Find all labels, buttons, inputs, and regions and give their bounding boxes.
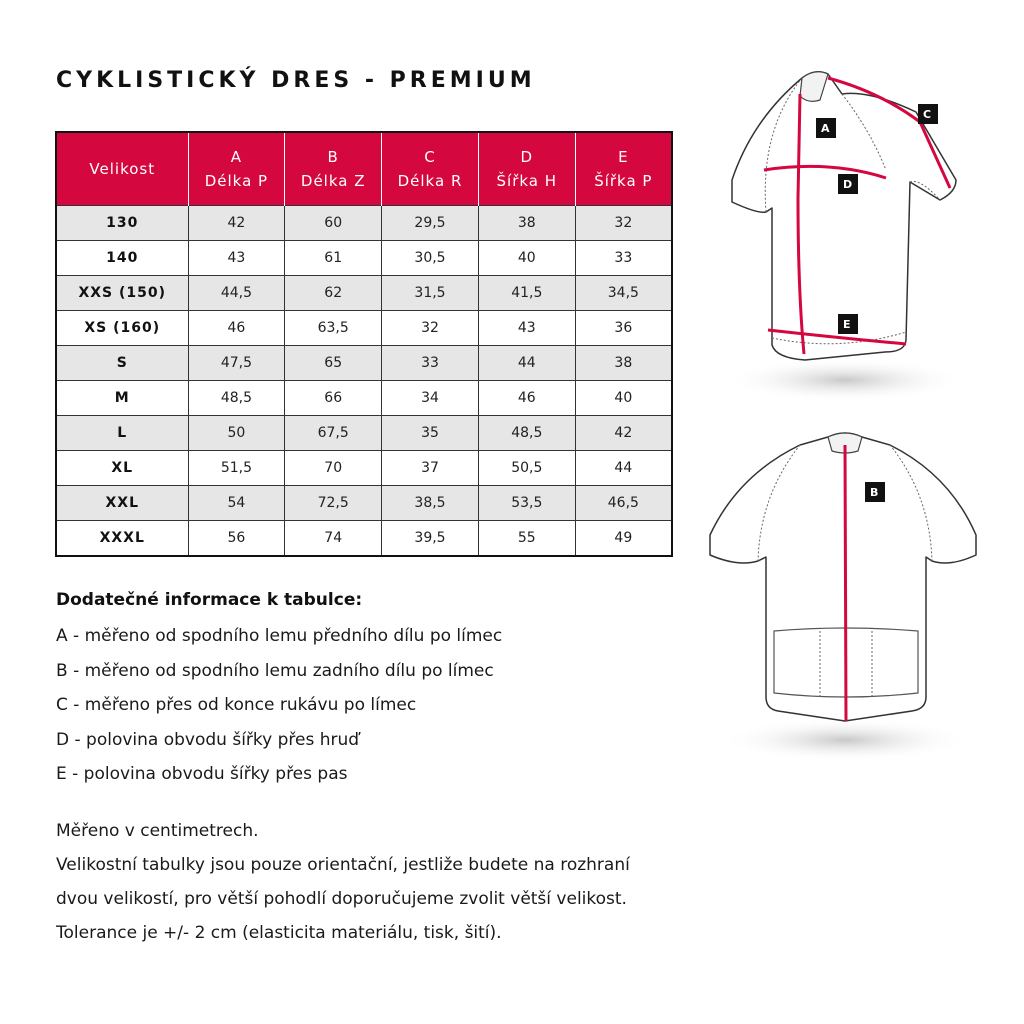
- label-b-icon: [865, 482, 885, 502]
- label-d: D: [843, 178, 853, 191]
- page-title: CYKLISTICKÝ DRES - PREMIUM: [56, 68, 536, 93]
- size-cell: XXXL: [56, 521, 188, 557]
- table-row: [56, 486, 672, 521]
- header-c: [382, 132, 479, 206]
- size-cell: XXS (150): [56, 276, 188, 311]
- table-row: [56, 451, 672, 486]
- header-letter: B: [327, 148, 339, 166]
- table-row: [56, 311, 672, 346]
- note-item: A - měřeno od spodního lemu předního dílu po límec: [56, 626, 503, 646]
- footer-notes: [56, 817, 630, 953]
- value-cell: 74: [285, 521, 382, 557]
- value-cell: 46,5: [575, 486, 672, 521]
- label-b: B: [870, 486, 879, 499]
- value-cell: 42: [188, 206, 285, 241]
- footer-line: Tolerance je +/- 2 cm (elasticita materiálu, tisk, šití).: [56, 923, 502, 943]
- footer-line: dvou velikostí, pro větší pohodlí doporučujeme zvolit větší velikost.: [56, 889, 627, 909]
- size-cell: M: [56, 381, 188, 416]
- value-cell: 30,5: [382, 241, 479, 276]
- label-c: C: [923, 108, 932, 121]
- header-label: Šířka H: [496, 172, 558, 190]
- value-cell: 38: [478, 206, 575, 241]
- back-shadow: [720, 718, 970, 762]
- header-letter: E: [618, 148, 629, 166]
- value-cell: 32: [382, 311, 479, 346]
- value-cell: 51,5: [188, 451, 285, 486]
- value-cell: 38: [575, 346, 672, 381]
- header-letter: C: [424, 148, 436, 166]
- label-a-icon: [816, 118, 836, 138]
- value-cell: 34,5: [575, 276, 672, 311]
- value-cell: 38,5: [382, 486, 479, 521]
- note-item: D - polovina obvodu šířky přes hruď: [56, 729, 360, 750]
- front-shadow: [725, 358, 965, 402]
- back-jersey-outline: [710, 433, 976, 721]
- value-cell: 72,5: [285, 486, 382, 521]
- header-b: [285, 132, 382, 206]
- value-cell: 44,5: [188, 276, 285, 311]
- value-cell: 48,5: [188, 381, 285, 416]
- value-cell: 43: [188, 241, 285, 276]
- header-label: Šířka P: [594, 172, 653, 190]
- value-cell: 39,5: [382, 521, 479, 557]
- value-cell: 62: [285, 276, 382, 311]
- value-cell: 40: [478, 241, 575, 276]
- front-jersey-diagram: [720, 60, 970, 405]
- header-label: Velikost: [89, 160, 156, 178]
- size-cell: 140: [56, 241, 188, 276]
- footer-line: Velikostní tabulky jsou pouze orientační, jestliže budete na rozhraní: [56, 855, 630, 875]
- value-cell: 70: [285, 451, 382, 486]
- value-cell: 29,5: [382, 206, 479, 241]
- value-cell: 53,5: [478, 486, 575, 521]
- value-cell: 33: [575, 241, 672, 276]
- notes-heading: Dodatečné informace k tabulce:: [56, 590, 363, 610]
- table-row: [56, 416, 672, 451]
- value-cell: 63,5: [285, 311, 382, 346]
- note-item: B - měřeno od spodního lemu zadního dílu po límec: [56, 660, 494, 681]
- label-e: E: [843, 318, 851, 331]
- value-cell: 43: [478, 311, 575, 346]
- value-cell: 49: [575, 521, 672, 557]
- value-cell: 44: [575, 451, 672, 486]
- value-cell: 46: [188, 311, 285, 346]
- value-cell: 50: [188, 416, 285, 451]
- label-e-icon: [838, 314, 858, 334]
- value-cell: 61: [285, 241, 382, 276]
- value-cell: 48,5: [478, 416, 575, 451]
- value-cell: 54: [188, 486, 285, 521]
- size-cell: XXL: [56, 486, 188, 521]
- header-d: [478, 132, 575, 206]
- value-cell: 35: [382, 416, 479, 451]
- value-cell: 67,5: [285, 416, 382, 451]
- header-letter: A: [230, 148, 243, 166]
- header-label: Délka Z: [300, 172, 366, 190]
- value-cell: 44: [478, 346, 575, 381]
- value-cell: 65: [285, 346, 382, 381]
- value-cell: 47,5: [188, 346, 285, 381]
- size-cell: S: [56, 346, 188, 381]
- label-c-icon: [918, 104, 938, 124]
- value-cell: 40: [575, 381, 672, 416]
- header-label: Délka R: [397, 172, 463, 190]
- size-cell: XS (160): [56, 311, 188, 346]
- table-row: [56, 276, 672, 311]
- size-cell: 130: [56, 206, 188, 241]
- size-cell: XL: [56, 451, 188, 486]
- note-item: C - měřeno přes od konce rukávu po límec: [56, 695, 417, 715]
- value-cell: 66: [285, 381, 382, 416]
- value-cell: 56: [188, 521, 285, 557]
- size-cell: L: [56, 416, 188, 451]
- value-cell: 46: [478, 381, 575, 416]
- label-d-icon: [838, 174, 858, 194]
- value-cell: 36: [575, 311, 672, 346]
- value-cell: 32: [575, 206, 672, 241]
- table-row: [56, 381, 672, 416]
- value-cell: 50,5: [478, 451, 575, 486]
- value-cell: 31,5: [382, 276, 479, 311]
- header-label: Délka P: [204, 172, 269, 190]
- table-header-row: [56, 132, 672, 206]
- value-cell: 55: [478, 521, 575, 557]
- header-letter: D: [520, 148, 534, 166]
- table-row: [56, 206, 672, 241]
- back-jersey-diagram: [700, 425, 990, 775]
- value-cell: 42: [575, 416, 672, 451]
- value-cell: 60: [285, 206, 382, 241]
- table-row: [56, 241, 672, 276]
- label-a: A: [821, 122, 830, 135]
- note-item: E - polovina obvodu šířky přes pas: [56, 764, 348, 784]
- value-cell: 41,5: [478, 276, 575, 311]
- table-row: [56, 346, 672, 381]
- footer-line: Měřeno v centimetrech.: [56, 821, 259, 841]
- header-a: [188, 132, 285, 206]
- value-cell: 34: [382, 381, 479, 416]
- table-row: [56, 521, 672, 557]
- size-chart-table: [55, 131, 673, 557]
- header-e: [575, 132, 672, 206]
- measure-line-b: [845, 445, 846, 721]
- value-cell: 33: [382, 346, 479, 381]
- notes-list: [56, 622, 502, 795]
- value-cell: 37: [382, 451, 479, 486]
- header-size: [56, 132, 188, 206]
